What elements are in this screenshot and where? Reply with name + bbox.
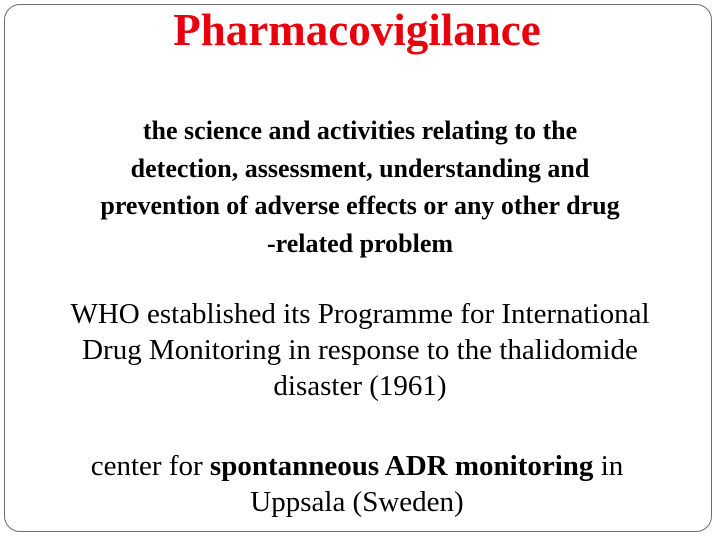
who-line: WHO established its Programme for International: [70, 298, 650, 330]
who-line: disaster (1961): [273, 370, 447, 402]
uppsala-center-paragraph: [0, 448, 714, 520]
definition-line: -related problem: [266, 228, 454, 258]
definition-line: detection, assessment, understanding and: [130, 153, 590, 183]
center-line-2: Uppsala (Sweden): [250, 486, 464, 518]
definition-paragraph: [20, 112, 700, 262]
who-programme-paragraph: [20, 296, 700, 404]
center-suffix: in: [593, 450, 624, 482]
who-line: Drug Monitoring in response to the thalidomide: [82, 334, 638, 366]
center-prefix: center for: [90, 450, 210, 482]
center-line-1: [0, 448, 714, 484]
definition-line: prevention of adverse effects or any other drug: [100, 191, 620, 220]
definition-line: the science and activities relating to the: [142, 116, 578, 145]
slide-title: Pharmacovigilance: [173, 5, 541, 55]
center-emphasis: spontanneous ADR monitoring: [209, 450, 594, 482]
